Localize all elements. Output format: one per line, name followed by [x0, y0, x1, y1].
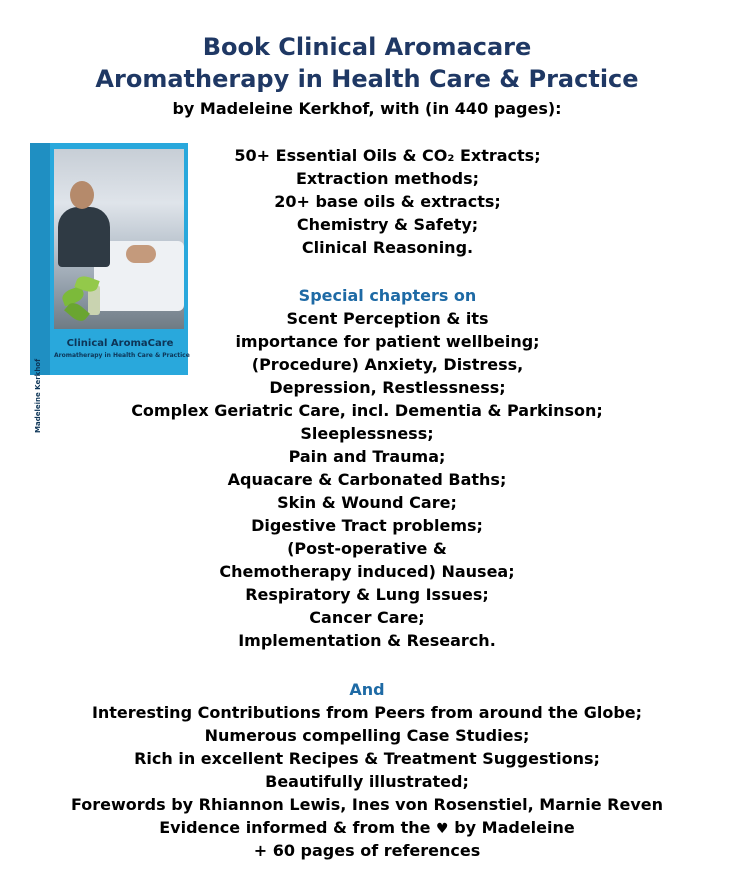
special-chapter-item: Pain and Trauma;	[288, 447, 446, 466]
and-item: Rich in excellent Recipes & Treatment Suggestions;	[134, 749, 600, 768]
book-title: Book Clinical Aromacare	[202, 33, 532, 61]
content-item: 50+ Essential Oils & CO₂ Extracts;	[234, 146, 541, 165]
special-chapter-item: (Post-operative &	[287, 539, 447, 558]
evidence-suffix: by Madeleine	[454, 818, 575, 837]
special-chapter-item: Scent Perception & its	[286, 309, 489, 328]
cover-title: Clinical AromaCare	[66, 338, 174, 349]
evidence-prefix: Evidence informed & from the	[159, 818, 431, 837]
content-item: Extraction methods;	[295, 169, 480, 188]
and-item: Forewords by Rhiannon Lewis, Ines von Rosenstiel, Marnie Reven	[70, 795, 664, 814]
content-item: Chemistry & Safety;	[296, 215, 479, 234]
cover-spine	[30, 143, 50, 375]
special-chapter-item: Complex Geriatric Care, incl. Dementia & Parkinson;	[131, 401, 603, 420]
special-chapter-item: importance for patient wellbeing;	[235, 332, 540, 351]
references-line: + 60 pages of references	[253, 841, 481, 860]
heart-icon: ♥	[436, 821, 449, 837]
and-heading: And	[349, 680, 385, 699]
photo-person-body	[58, 207, 110, 267]
special-chapter-item: Implementation & Research.	[238, 631, 496, 650]
photo-person-head	[70, 181, 94, 209]
content-item: 20+ base oils & extracts;	[274, 192, 501, 211]
special-chapter-item: Aquacare & Carbonated Baths;	[227, 470, 507, 489]
special-chapter-item: Respiratory & Lung Issues;	[245, 585, 489, 604]
special-chapter-item: Cancer Care;	[309, 608, 425, 627]
special-chapter-item: Chemotherapy induced) Nausea;	[219, 562, 515, 581]
special-chapter-item: Digestive Tract problems;	[251, 516, 483, 535]
and-item: Interesting Contributions from Peers from around the Globe;	[91, 703, 643, 722]
and-item: Beautifully illustrated;	[265, 772, 469, 791]
special-chapter-item: Sleeplessness;	[300, 424, 434, 443]
special-chapter-item: Skin & Wound Care;	[277, 493, 457, 512]
evidence-line	[0, 817, 734, 840]
cover-subtitle: Aromatherapy in Health Care & Practice	[54, 352, 190, 359]
content-item: Clinical Reasoning.	[301, 238, 474, 257]
and-item: Numerous compelling Case Studies;	[204, 726, 530, 745]
cover-spine-author: Madeleine Kerkhof	[34, 358, 42, 433]
special-chapter-item: (Procedure) Anxiety, Distress,	[251, 355, 524, 374]
author-byline: by Madeleine Kerkhof, with (in 440 pages):	[172, 99, 562, 118]
special-chapter-item: Depression, Restlessness;	[269, 378, 506, 397]
special-chapters-heading: Special chapters on	[298, 286, 477, 305]
book-subtitle: Aromatherapy in Health Care & Practice	[95, 65, 639, 93]
photo-hand	[126, 245, 156, 263]
